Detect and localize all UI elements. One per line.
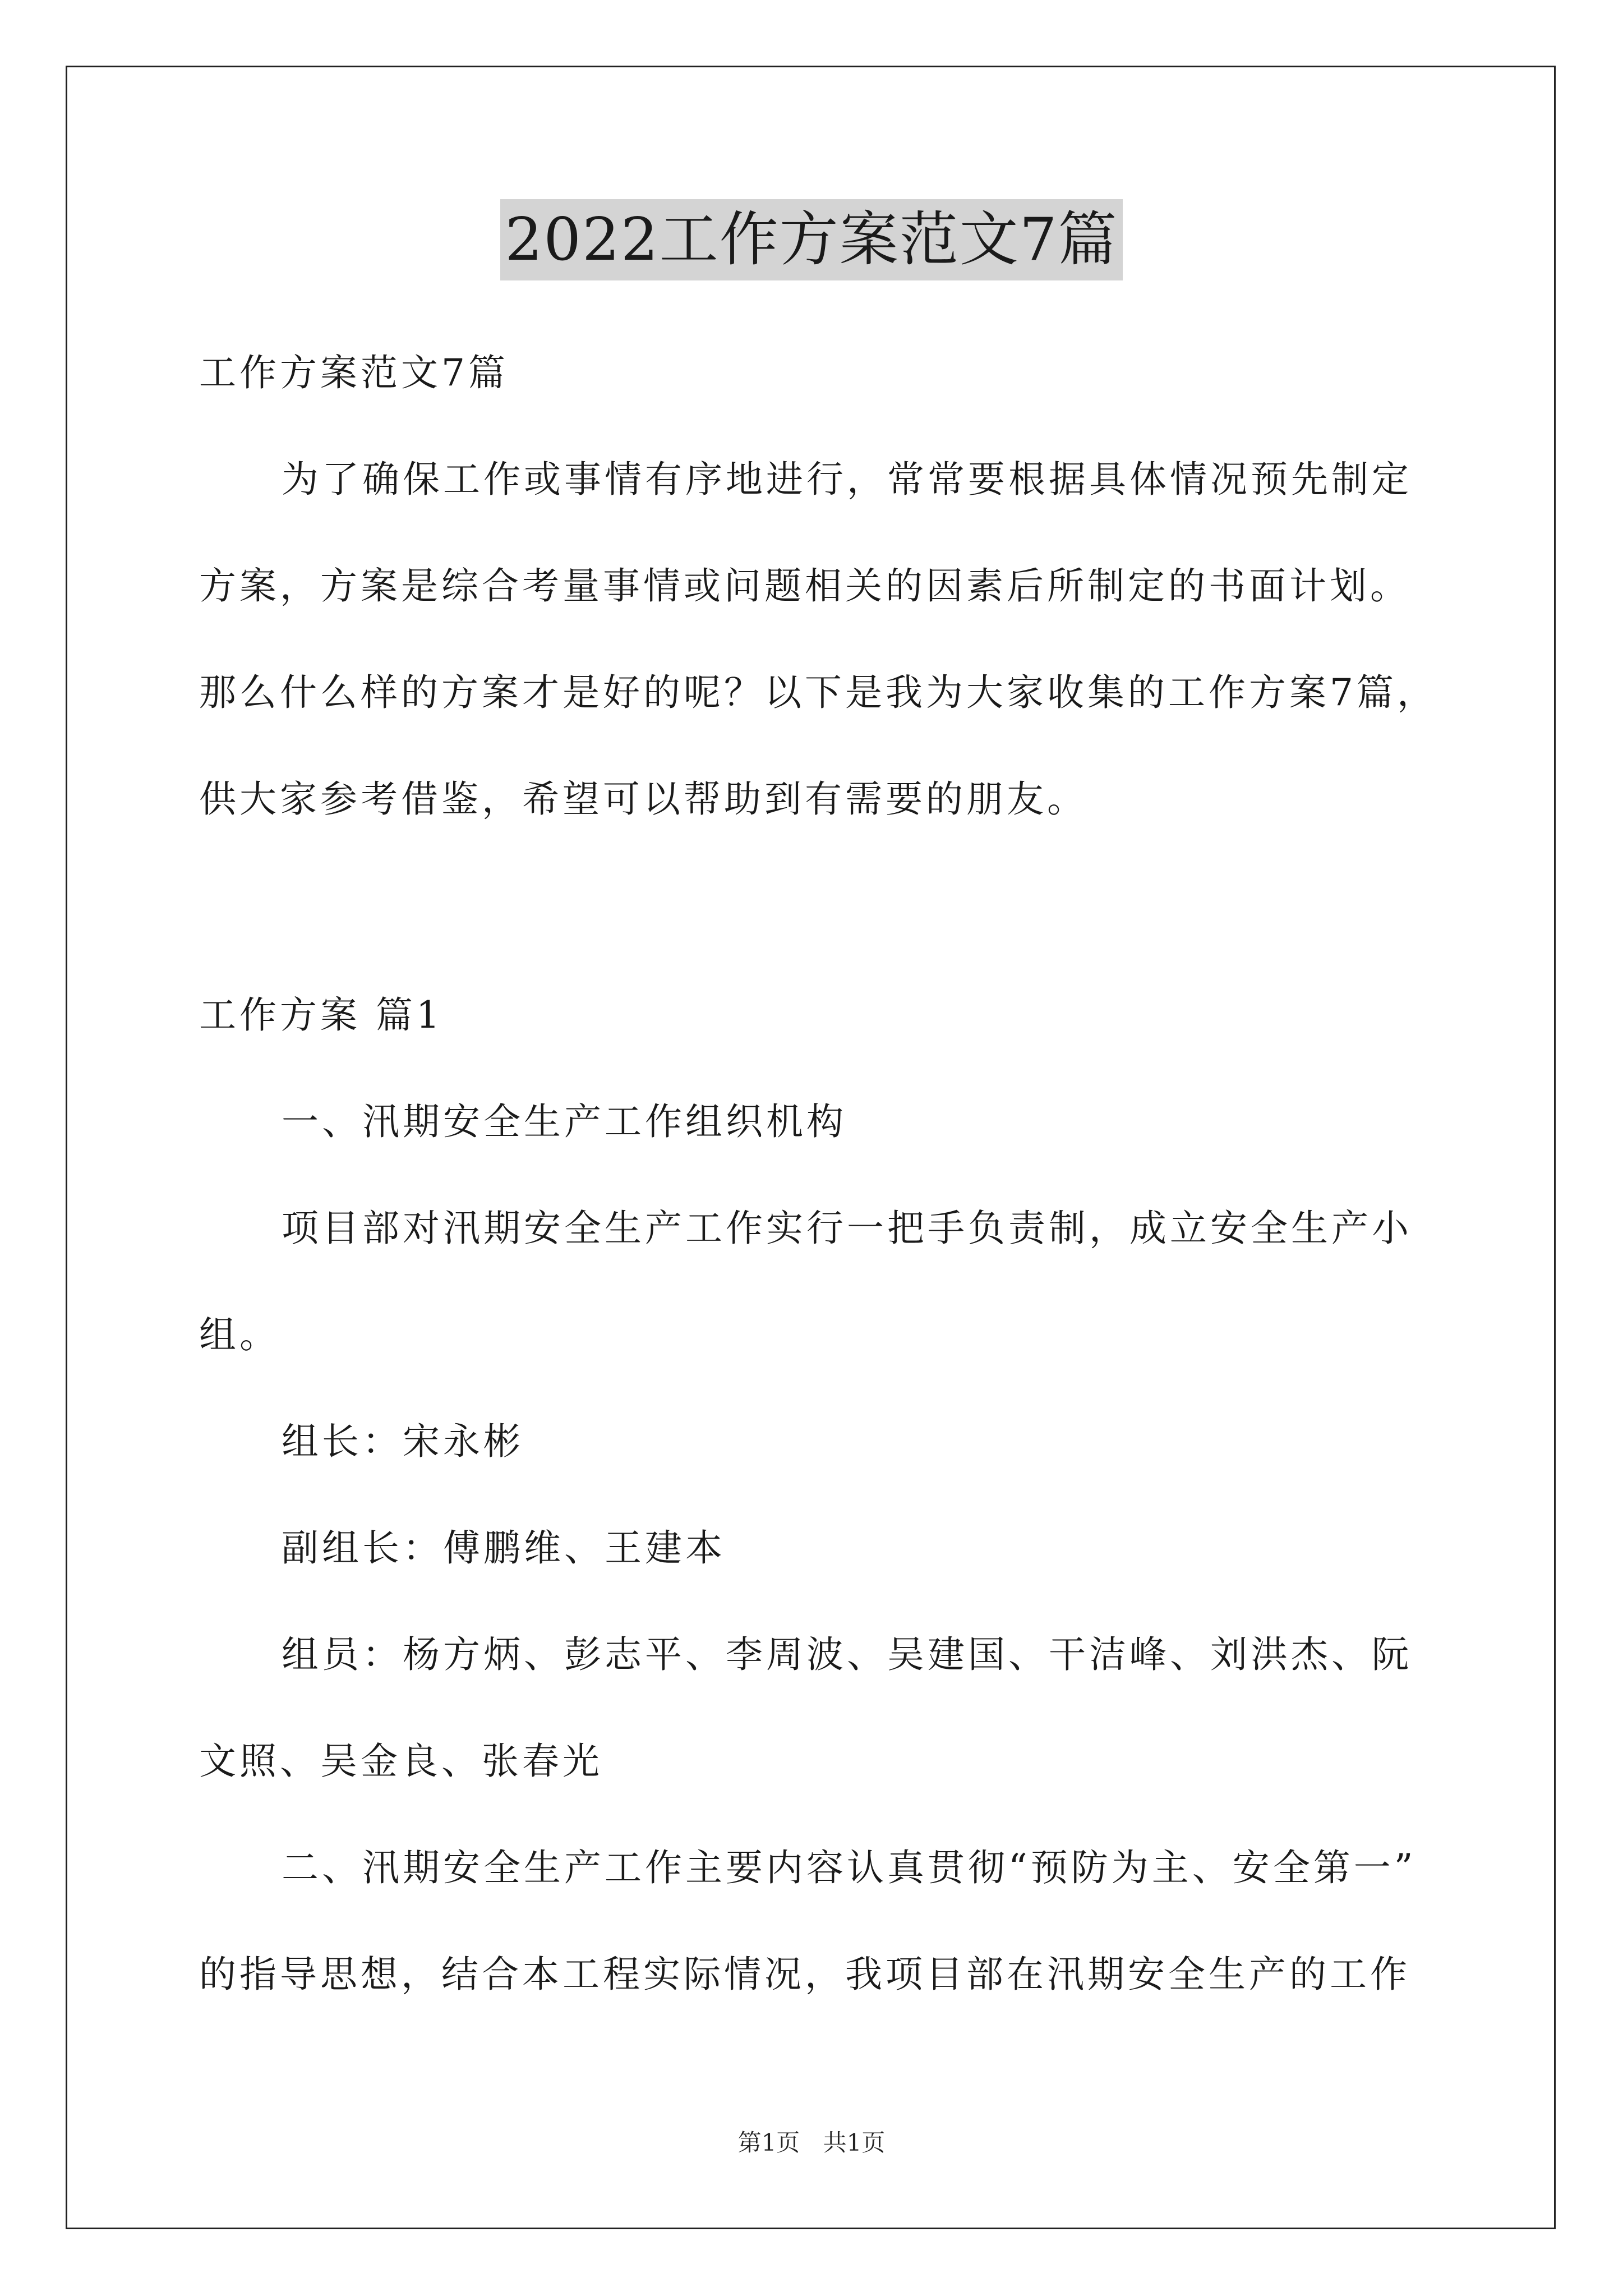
title-container (0, 199, 1623, 280)
page-total: 共1页 (823, 2129, 886, 2156)
paragraph-line: 副组长：傅鹏维、王建本 (282, 1526, 726, 1570)
page-footer (0, 2126, 1623, 2160)
paragraph-line: 组。 (199, 1313, 280, 1356)
paragraph-line: 组员：杨方炳、彭志平、李周波、吴建国、干洁峰、刘洪杰、阮 (282, 1633, 1412, 1676)
paragraph-line: 文照、吴金良、张春光 (199, 1740, 603, 1783)
paragraph-line: 一、汛期安全生产工作组织机构 (282, 1100, 847, 1143)
subtitle-line: 工作方案范文7篇 (199, 351, 509, 394)
paragraph-line: 组长：宋永彬 (282, 1420, 524, 1463)
paragraph-line: 供大家参考借鉴，希望可以帮助到有需要的朋友。 (199, 777, 1087, 821)
paragraph-line: 那么什么样的方案才是好的呢？以下是我为大家收集的工作方案7篇， (199, 671, 1437, 714)
paragraph-line: 的指导思想，结合本工程实际情况，我项目部在汛期安全生产的工作 (199, 1953, 1410, 1996)
paragraph-line: 方案，方案是综合考量事情或问题相关的因素后所制定的书面计划。 (199, 564, 1410, 608)
paragraph-line: 项目部对汛期安全生产工作实行一把手负责制，成立安全生产小 (282, 1207, 1412, 1250)
section-heading: 工作方案 篇1 (199, 993, 443, 1037)
document-title: 2022工作方案范文7篇 (500, 199, 1122, 280)
page-number: 第1页 (737, 2129, 800, 2156)
paragraph-line: 为了确保工作或事情有序地进行，常常要根据具体情况预先制定 (282, 458, 1412, 501)
paragraph-line: 二、汛期安全生产工作主要内容认真贯彻“预防为主、安全第一” (282, 1846, 1417, 1889)
